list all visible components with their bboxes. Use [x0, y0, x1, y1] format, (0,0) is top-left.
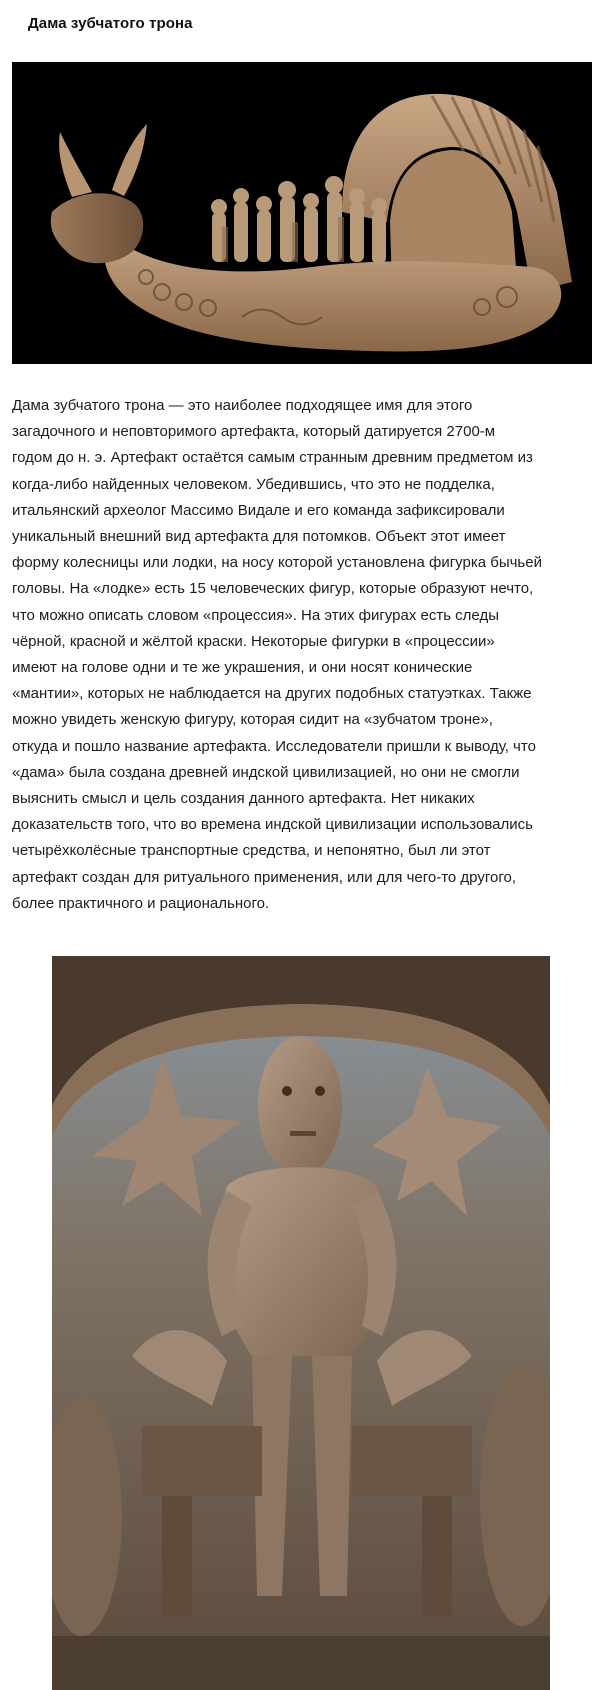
- article-body: Дама зубчатого трона — это наиболее подходящее имя для этого загадочного и неповторимого артефакта, который датируется 2700-м годом до н. э. Артефакт остаётся самым странным древним предметом из когда-либо найденных человеком. Убедившись, что это не подделка, итальянский археолог Массимо Видале и его команда зафиксировали уникальный внешний вид артефакта для потомков. Объект этот имеет форму колесницы или лодки, на носу которой установлена фигурка бычьей головы. На «лодке» есть 15 человеческих фигур, которые образуют нечто, что можно описать словом «процессия». На этих фигурах есть следы чёрной, красной и жёлтой краски. Некоторые фигурки в «процессии» имеют на голове одни и те же украшения, и они носят конические «мантии», которых не наблюдается на других подобных статуэтках. Также можно увидеть женскую фигуру, которая сидит на «зубчатом троне», откуда и пошло название артефакта. Исследователи пришли к выводу, что «дама» была создана древней индской цивилизацией, но они не смогли выяснить смысл и цель создания данного артефакта. Нет никаких доказательств того, что во времена индской цивилизации использовались четырёхколёсные транспортные средства, и непонятно, был ли этот артефакт создан для ритуального применения, или для чего-то другого, более практичного и рационального.: [12, 397, 542, 912]
- article-title: Дама зубчатого трона: [28, 15, 193, 32]
- artifact-boat-photo: [12, 62, 592, 364]
- artifact-boat-image: [12, 62, 592, 364]
- seated-figure-image: [52, 956, 550, 1690]
- seated-figure-photo: [52, 956, 550, 1690]
